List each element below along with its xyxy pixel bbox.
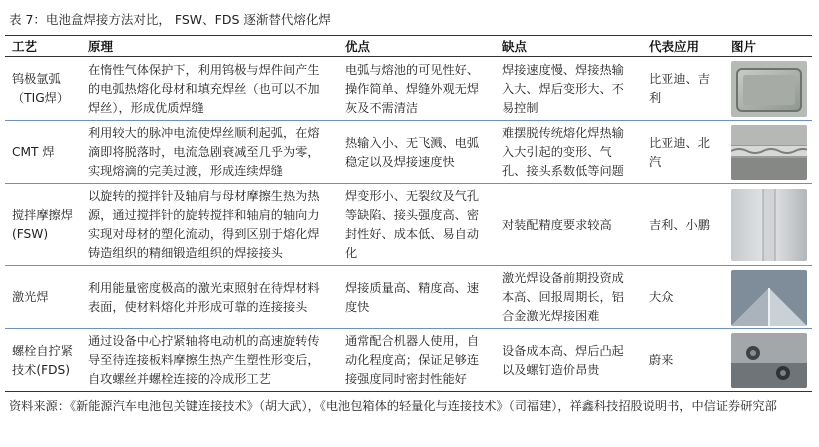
cmt-weld-photo [731, 125, 807, 180]
source-note: 资料来源：《新能源汽车电池包关键连接技术》（胡大武），《电池包箱体的轻量化与连接技术》（司福建），祥鑫科技招股说明书，中信证券研究部 [9, 399, 777, 413]
table-row [5, 184, 812, 266]
cell-cons: 对装配精度要求较高 [495, 184, 642, 266]
cell-pros: 焊接质量高、精度高、速度快 [338, 266, 495, 329]
cell-applications: 比亚迪、北汽 [642, 121, 724, 184]
cell-principle: 在惰性气体保护下，利用钨极与焊件间产生的电弧热熔化母材和填充焊丝（也可以不加焊丝），形成优质焊缝 [81, 57, 338, 121]
cell-principle: 利用能量密度极高的激光束照射在待焊材料表面，使材料熔化并形成可靠的连接接头 [81, 266, 338, 329]
table-row [5, 57, 812, 121]
header-process: 工艺 [5, 36, 81, 57]
cell-pros: 通常配合机器人使用，自动化程度高；保证足够连接强度同时密封性能好 [338, 329, 495, 392]
cell-cons: 设备成本高、焊后凸起以及螺钉造价昂贵 [495, 329, 642, 392]
fsw-weld-photo [731, 189, 807, 261]
fds-joint-photo [731, 333, 807, 388]
cell-pros: 焊变形小、无裂纹及气孔等缺陷、接头强度高、密封性好、成本低、易自动化 [338, 184, 495, 266]
cell-principle: 通过设备中心拧紧轴将电动机的高速旋转传导至待连接板料摩擦生热产生塑性形变后，自攻螺丝并螺栓连接的冷成形工艺 [81, 329, 338, 392]
table-row [5, 121, 812, 184]
header-applications: 代表应用 [642, 36, 724, 57]
table-row [5, 329, 812, 392]
cell-pros: 热输入小、无飞溅、电弧稳定以及焊接速度快 [338, 121, 495, 184]
table-row [5, 266, 812, 329]
cell-pros: 电弧与熔池的可见性好、操作简单、焊缝外观无焊灰及不需清洁 [338, 57, 495, 121]
cell-principle: 以旋转的搅拌针及轴肩与母材摩擦生热为热源，通过搅拌针的旋转搅拌和轴肩的轴向力实现对母材的塑化流动，得到区别于熔化焊铸造组织的精细锻造组织的焊接接头 [81, 184, 338, 266]
cell-applications: 大众 [642, 266, 724, 329]
header-cons: 缺点 [495, 36, 642, 57]
cell-cons: 焊接速度慢、焊接热输入大、焊后变形大、不易控制 [495, 57, 642, 121]
cell-process: CMT 焊 [5, 121, 81, 184]
cell-process: 搅拌摩擦焊(FSW) [5, 184, 81, 266]
tig-weld-photo [731, 61, 807, 117]
header-image: 图片 [724, 36, 812, 57]
table-header-row [5, 36, 812, 57]
header-pros: 优点 [338, 36, 495, 57]
welding-comparison-table [5, 35, 812, 392]
cell-cons: 激光焊设备前期投资成本高、回报周期长，铝合金激光焊接困难 [495, 266, 642, 329]
cell-applications: 比亚迪、吉利 [642, 57, 724, 121]
cell-applications: 吉利、小鹏 [642, 184, 724, 266]
cell-principle: 利用较大的脉冲电流使焊丝顺利起弧，在熔滴即将脱落时，电流急剧衰减至几乎为零，实现熔滴的完美过渡，形成连续焊缝 [81, 121, 338, 184]
laser-weld-photo [731, 270, 807, 326]
header-principle: 原理 [81, 36, 338, 57]
cell-process: 激光焊 [5, 266, 81, 329]
cell-process: 螺栓自拧紧技术(FDS) [5, 329, 81, 392]
cell-cons: 难摆脱传统熔化焊热输入大引起的变形、气孔、接头系数低等问题 [495, 121, 642, 184]
cell-applications: 蔚来 [642, 329, 724, 392]
table-caption: 表 7：电池盒焊接方法对比， FSW、FDS 逐渐替代熔化焊 [9, 12, 331, 27]
cell-process: 钨极氩弧（TIG焊） [5, 57, 81, 121]
